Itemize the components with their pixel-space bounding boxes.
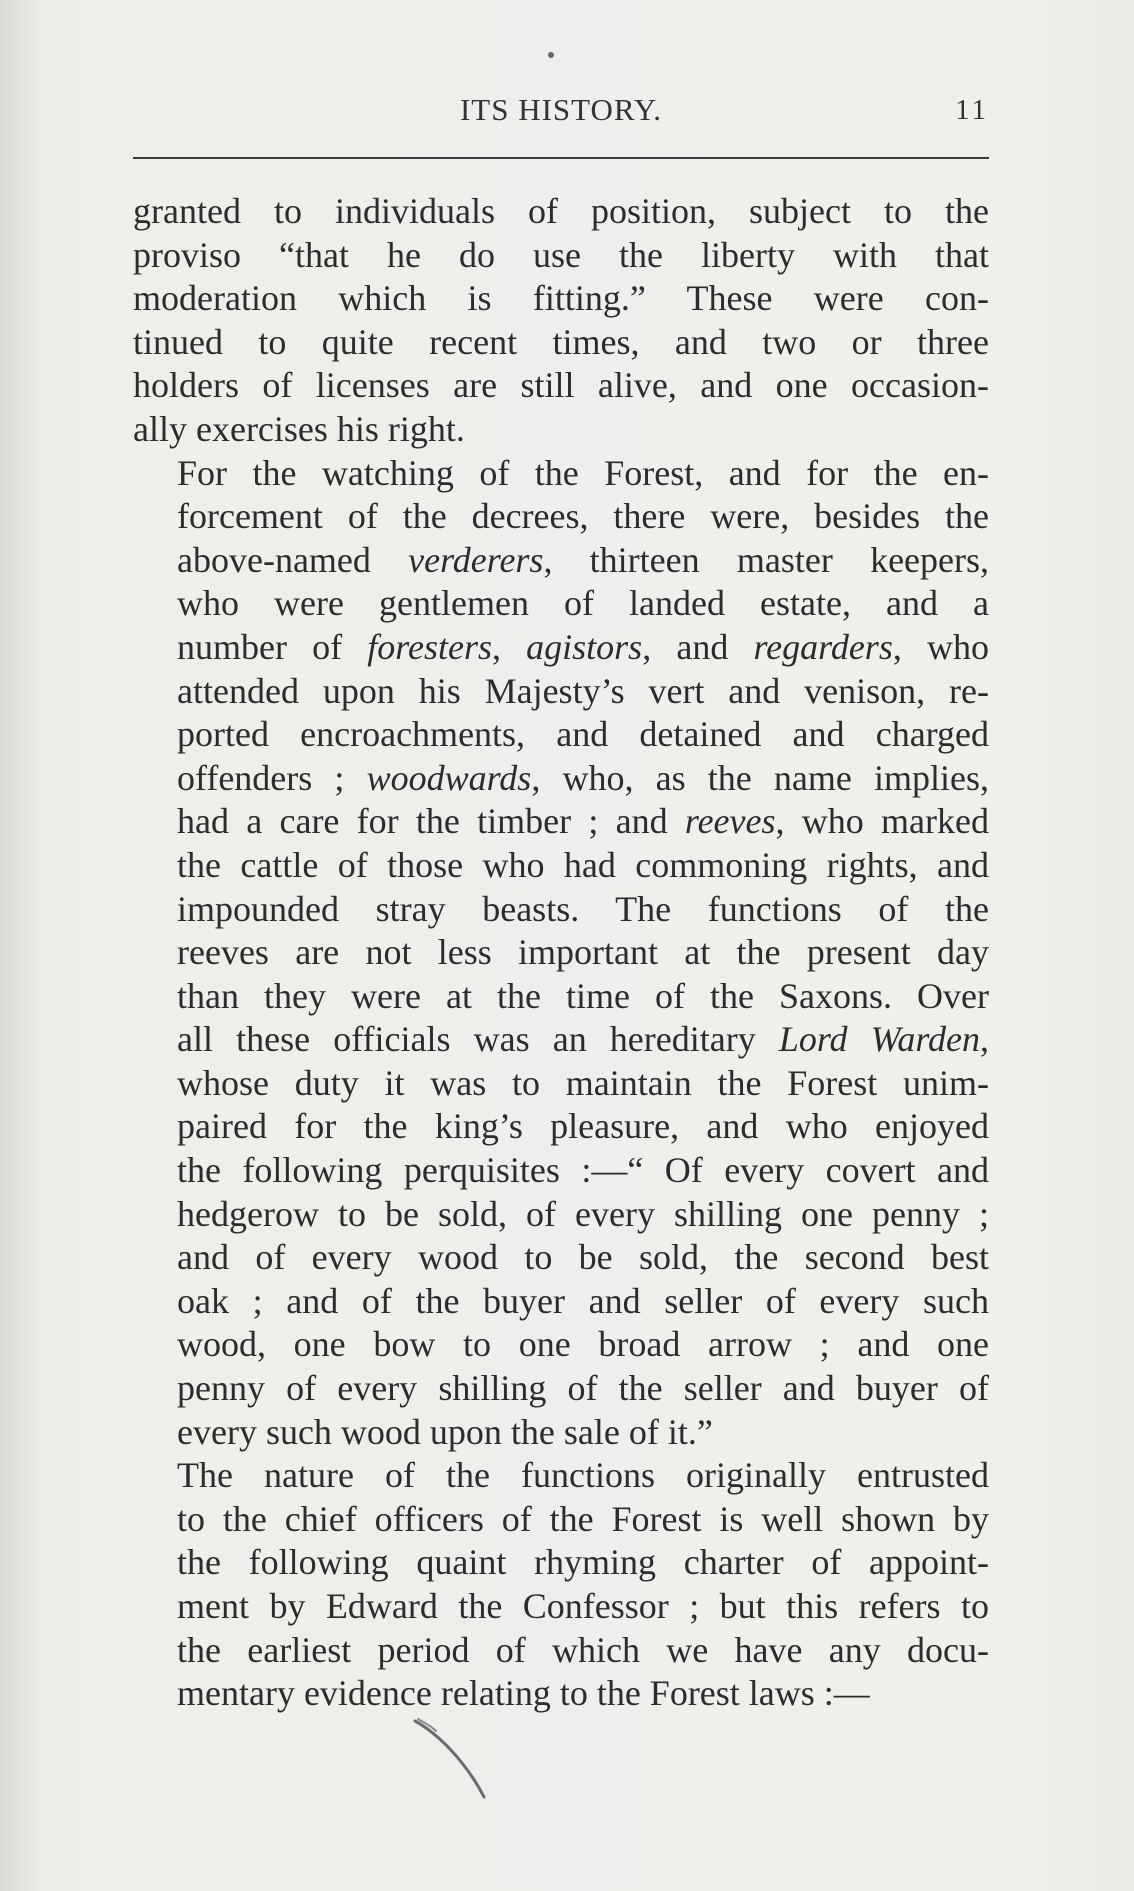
italic-term: reeves bbox=[684, 801, 776, 842]
text-line: impounded stray beasts. The functions of the bbox=[177, 888, 989, 929]
text-line: the following quaint rhyming charter of appoint- bbox=[177, 1542, 989, 1583]
italic-term: verderers bbox=[408, 539, 544, 580]
text-line: number of foresters, agistors, and regarders, who bbox=[177, 626, 989, 667]
text-line: granted to individuals of position, subject to the bbox=[133, 191, 989, 231]
text-line: tinued to quite recent times, and two or three bbox=[133, 321, 989, 362]
text-line: proviso “that he do use the liberty with that bbox=[133, 234, 989, 275]
text-line: penny of every shilling of the seller and buyer of bbox=[177, 1368, 989, 1409]
text-line: ally exercises his right. bbox=[133, 408, 465, 449]
pen-stroke-mark bbox=[410, 1715, 500, 1805]
text-line: whose duty it was to maintain the Forest unim- bbox=[177, 1062, 989, 1103]
text-line: than they were at the time of the Saxons. Over bbox=[177, 975, 989, 1016]
page-header bbox=[133, 92, 989, 132]
text-line: reeves are not less important at the present day bbox=[177, 932, 989, 973]
running-head: ITS HISTORY. bbox=[459, 92, 663, 127]
text-line: The nature of the functions originally entrusted bbox=[177, 1455, 989, 1496]
text-line: ment by Edward the Confessor ; but this refers to bbox=[177, 1586, 989, 1626]
text-line: above-named verderers, thirteen master keepers, bbox=[177, 539, 990, 580]
body-text bbox=[133, 190, 989, 1716]
italic-term: woodwards bbox=[366, 757, 532, 798]
text-line: mentary evidence relating to the Forest laws :— bbox=[177, 1673, 870, 1714]
text-line: all these officials was an hereditary Lord Warden, bbox=[177, 1019, 989, 1060]
paragraph bbox=[133, 452, 989, 1455]
text-line: to the chief officers of the Forest is well shown by bbox=[177, 1498, 989, 1539]
text-line: the earliest period of which we have any docu- bbox=[177, 1629, 989, 1670]
text-line: holders of licenses are still alive, and one occasion- bbox=[133, 365, 989, 406]
text-line: who were gentlemen of landed estate, and a bbox=[177, 583, 989, 624]
italic-term: regarders bbox=[753, 626, 893, 667]
text-line: every such wood upon the sale of it.” bbox=[177, 1411, 713, 1452]
italic-term: agistors bbox=[526, 626, 643, 667]
text-line: wood, one bow to one broad arrow ; and one bbox=[177, 1324, 989, 1365]
page-number: 11 bbox=[955, 94, 989, 126]
paragraph bbox=[133, 1454, 989, 1716]
text-line: offenders ; woodwards, who, as the name implies, bbox=[177, 757, 989, 798]
text-line: forcement of the decrees, there were, besides the bbox=[177, 496, 989, 537]
paragraph bbox=[133, 190, 989, 452]
text-line: the following perquisites :—“ Of every covert and bbox=[177, 1150, 989, 1191]
text-line: had a care for the timber ; and reeves, who marked bbox=[177, 801, 989, 842]
text-line: For the watching of the Forest, and for the en- bbox=[177, 452, 989, 493]
header-rule bbox=[133, 157, 989, 159]
text-line: attended upon his Majesty’s vert and venison, re- bbox=[177, 670, 989, 711]
text-line: paired for the king’s pleasure, and who enjoyed bbox=[177, 1106, 989, 1147]
text-line: hedgerow to be sold, of every shilling one penny ; bbox=[177, 1193, 989, 1234]
text-line: oak ; and of the buyer and seller of every such bbox=[177, 1280, 989, 1321]
text-line: moderation which is fitting.” These were con- bbox=[133, 278, 989, 319]
ink-speck bbox=[548, 52, 554, 58]
italic-term: foresters bbox=[367, 626, 492, 667]
italic-term: Lord Warden bbox=[778, 1019, 980, 1060]
text-line: ported encroachments, and detained and charged bbox=[177, 714, 989, 755]
text-line: the cattle of those who had commoning rights, and bbox=[177, 844, 989, 885]
text-line: and of every wood to be sold, the second best bbox=[177, 1237, 989, 1278]
